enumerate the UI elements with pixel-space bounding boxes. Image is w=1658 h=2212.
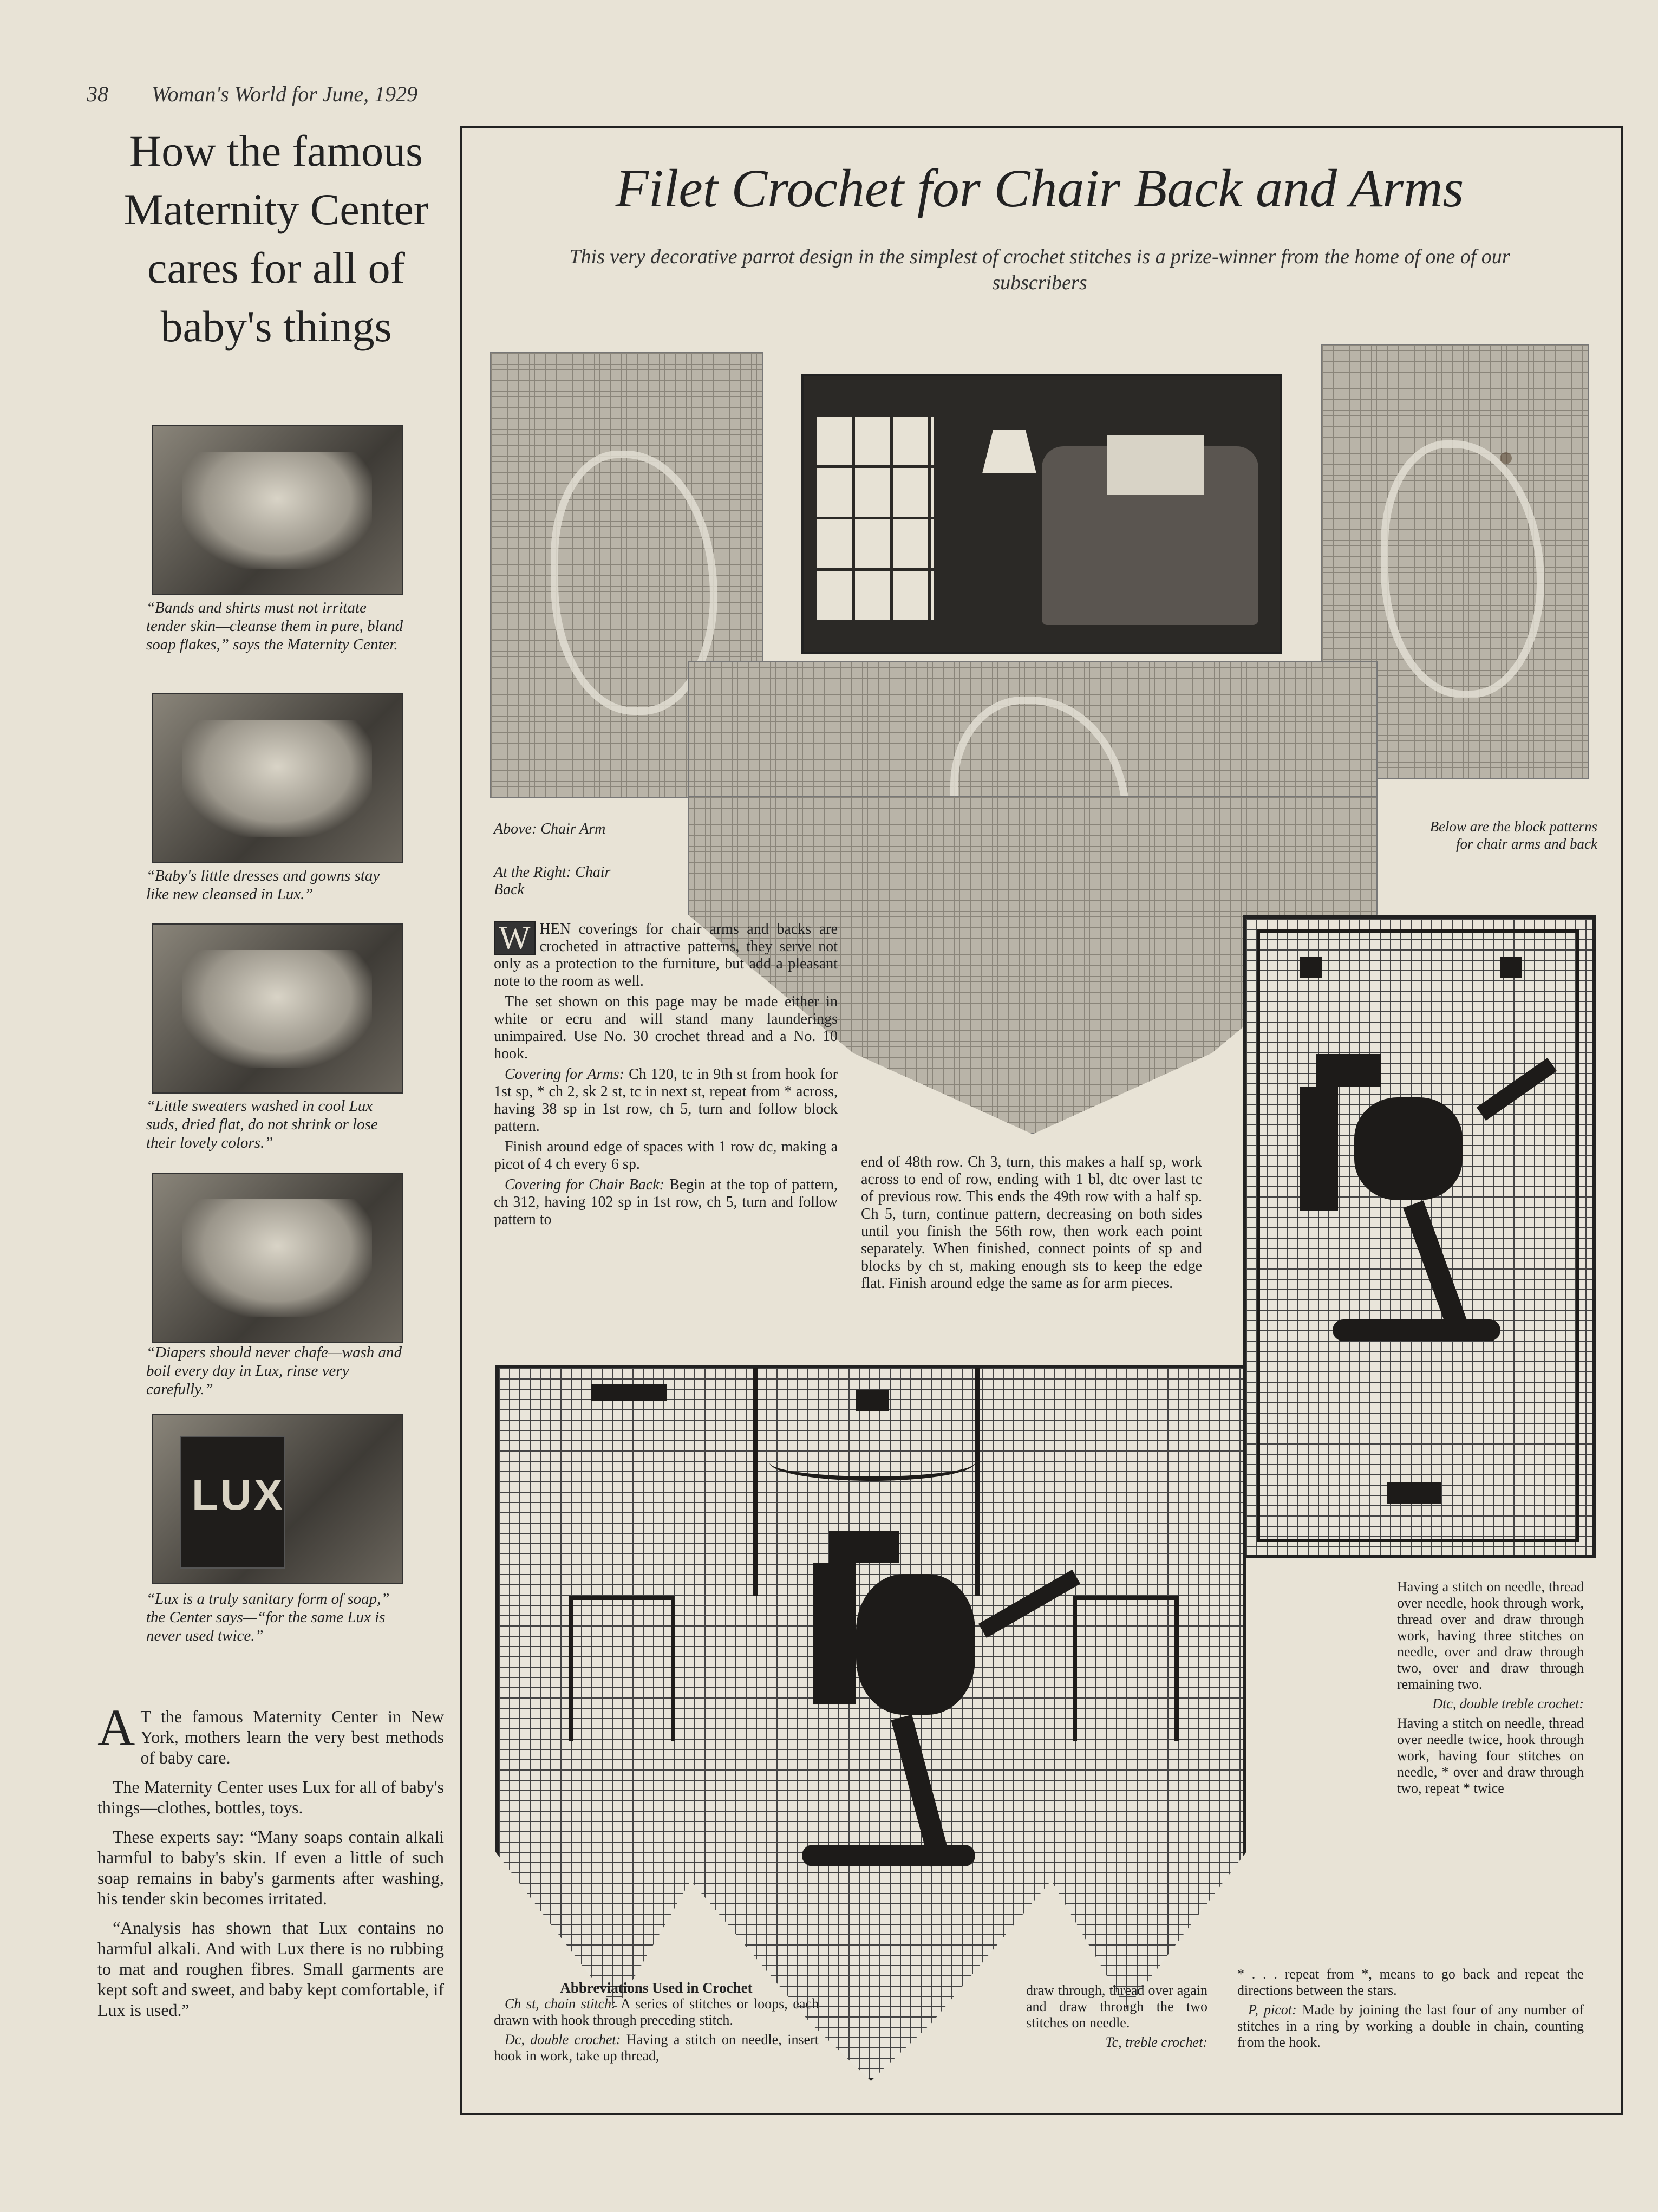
- lux-brand: LUX: [192, 1471, 285, 1519]
- lux-box-image: [180, 1436, 285, 1569]
- abbr-heading: Dtc, double treble crochet:: [1432, 1696, 1584, 1712]
- ad-headline: [87, 122, 466, 356]
- abbreviations-title: Abbreviations Used in Crochet: [560, 1980, 753, 1996]
- running-header: [87, 81, 417, 107]
- ad-body-copy: [97, 1699, 444, 2029]
- ad-caption: “Lux is a truly sanitary form of soap,” the Center says—“for the same Lux is never used twice.”: [146, 1590, 390, 1644]
- article-paragraph: HEN coverings for chair arms and backs are crocheted in attractive patterns, they serve not only as a protection to the furniture, but add a pleasant note to the room as well.: [494, 921, 838, 990]
- abbr-text: A series of stitches or loops, each drawn with hook through preceding stitch.: [494, 1996, 819, 2028]
- parrot-block: [802, 1845, 975, 1866]
- abbreviations-column-1: [494, 1980, 819, 2067]
- abbr-heading: Ch st, chain stitch:: [505, 1996, 616, 2012]
- swing-ornament: [569, 1596, 675, 1741]
- abbreviations-column-right: [1397, 1579, 1584, 1800]
- ad-caption: “Diapers should never chafe—wash and boil every day in Lux, rinse very carefully.”: [146, 1344, 402, 1398]
- abbr-text: Having a stitch on needle, thread over needle, hook through work, thread over and draw through work, having three stitches on needle, over and draw through two, over and draw through remaining two.: [1397, 1579, 1584, 1692]
- chair-arm-block-pattern: [1243, 915, 1596, 1558]
- ad-dropcap: A: [97, 1699, 135, 1756]
- page-number: 38: [87, 82, 108, 106]
- article-column-1: [494, 921, 838, 1232]
- arms-text: Ch 120, tc in 9th st from hook for 1st sp, * ch 2, sk 2 st, tc in next st, repeat from * across, having 38 sp in 1st row, ch 5, turn and follow block pattern.: [494, 1066, 838, 1135]
- ad-headline-line: How the famous: [129, 126, 423, 175]
- pattern-ornament: [1300, 957, 1322, 978]
- abbr-heading: P, picot:: [1248, 2002, 1297, 2018]
- parrot-block: [1354, 1097, 1463, 1200]
- ad-headline-line: baby's things: [160, 302, 392, 351]
- ad-photo-lux-box: [152, 1414, 403, 1584]
- ad-caption: “Little sweaters washed in cool Lux suds, dried flat, do not shrink or lose their lovely colors.”: [146, 1097, 378, 1151]
- chair-back-block-pattern: [495, 1365, 1246, 2081]
- room-illustration: [801, 374, 1282, 654]
- article-paragraph: The set shown on this page may be made either in white or ecru and will stand many launderings unimpaired. Use No. 30 crochet thread and a No. 10 hook.: [494, 993, 838, 1062]
- chair-doily-illustration: [1107, 435, 1204, 495]
- article-dropcap: W: [494, 921, 536, 955]
- parrot-block: [1333, 1319, 1500, 1341]
- ad-photo-dresses: [152, 693, 403, 863]
- swing-ornament: [1073, 1596, 1179, 1741]
- abbr-text: Made by joining the last four of any number of stitches in a ring by working a double in chain, counting from the hook.: [1237, 2002, 1584, 2050]
- abbr-text: Having a stitch on needle, insert hook in work, take up thread,: [494, 2032, 819, 2064]
- pattern-divider: [975, 1368, 980, 1596]
- window-illustration: [814, 414, 934, 620]
- abbr-heading: Tc, treble crochet:: [1105, 2034, 1207, 2050]
- article-paragraph: Finish around edge of spaces with 1 row dc, making a picot of 4 ch every 6 sp.: [494, 1138, 838, 1173]
- ad-caption: “Baby's little dresses and gowns stay like new cleansed in Lux.”: [146, 867, 380, 903]
- lamp-illustration: [982, 430, 1036, 473]
- ad-photo-bands-shirts: [152, 425, 403, 595]
- ad-paragraph: The Maternity Center uses Lux for all of baby's things—clothes, bottles, toys.: [97, 1777, 444, 1817]
- pattern-ornament: [591, 1384, 667, 1401]
- paper-stain: [1500, 452, 1512, 464]
- abbr-text: * . . . repeat from *, means to go back and repeat the directions between the stars.: [1237, 1966, 1584, 1998]
- parrot-block: [856, 1574, 975, 1715]
- abbr-text: Having a stitch on needle, thread over needle twice, hook through work, having four stitches on needle, * over and draw through two, repeat * twice: [1397, 1715, 1584, 1796]
- ad-paragraph: T the famous Maternity Center in New York, mothers learn the very best methods of baby care.: [140, 1707, 444, 1767]
- article-paragraph: end of 48th row. Ch 3, turn, this makes a half sp, work across to end of row, ending with 1 bl, dtc over last tc of previous row. This ends the 49th row with a half sp. Ch 5, turn, continue pattern, decreasing on both sides until you finish the 56th row, then work each point separately. When finished, connect points of sp and blocks by ch st, making enough sts to keep the edge flat. Finish around edge the same as for arm pieces.: [861, 1154, 1202, 1292]
- ad-photo-sweaters: [152, 923, 403, 1094]
- ad-paragraph: These experts say: “Many soaps contain alkali harmful to baby's skin. If even a little of such soap remains in baby's garments after washing, his tender skin becomes irritated.: [97, 1827, 444, 1908]
- label-above: Above: Chair Arm: [494, 821, 606, 837]
- abbr-text: draw through, thread over again and draw through the two stitches on needle.: [1026, 1982, 1207, 2031]
- abbreviations-column-3: [1237, 1966, 1584, 2054]
- parrot-block: [891, 1715, 951, 1867]
- back-text: Begin at the top of pattern, ch 312, having 102 sp in 1st row, ch 5, turn and follow pattern to: [494, 1176, 838, 1228]
- pattern-ornament: [856, 1390, 889, 1411]
- ad-headline-line: Maternity Center: [123, 185, 429, 234]
- magazine-title: Woman's World for June, 1929: [152, 82, 418, 106]
- ad-caption: “Bands and shirts must not irritate tender skin—cleanse them in pure, bland soap flakes,” says the Maternity Center.: [146, 599, 403, 653]
- ad-paragraph: “Analysis has shown that Lux contains no harmful alkali. And with Lux there is no rubbing to mat and roughen fibres. Small garments are kept soft and sweet, and baby kept comfortable, if Lux is used.”: [97, 1918, 444, 2020]
- ad-photo-diapers: [152, 1173, 403, 1343]
- parrot-block: [829, 1531, 899, 1563]
- parrot-block: [813, 1563, 856, 1704]
- article-column-2: [861, 1154, 1202, 1296]
- ad-headline-line: cares for all of: [147, 243, 405, 292]
- label-right: At the Right: Chair Back: [494, 864, 611, 898]
- pattern-divider: [753, 1368, 758, 1596]
- article-subtitle: This very decorative parrot design in the simplest of crochet stitches is a prize-winner from the home of one of our subscribers: [569, 245, 1510, 294]
- abbr-heading: Dc, double crochet:: [505, 2032, 621, 2047]
- parrot-block: [1316, 1054, 1381, 1087]
- abbreviations-column-2: [1026, 1982, 1207, 2054]
- label-below: Below are the block patterns for chair arms and back: [1429, 818, 1597, 852]
- pattern-ornament: [1387, 1482, 1441, 1504]
- pattern-ornament: [1500, 957, 1522, 978]
- parrot-block: [978, 1570, 1080, 1638]
- parrot-block: [1300, 1087, 1338, 1211]
- garland-ornament: [769, 1444, 975, 1481]
- back-heading: Covering for Chair Back:: [505, 1176, 664, 1193]
- article-title: Filet Crochet for Chair Back and Arms: [615, 158, 1464, 218]
- arms-heading: Covering for Arms:: [505, 1066, 624, 1083]
